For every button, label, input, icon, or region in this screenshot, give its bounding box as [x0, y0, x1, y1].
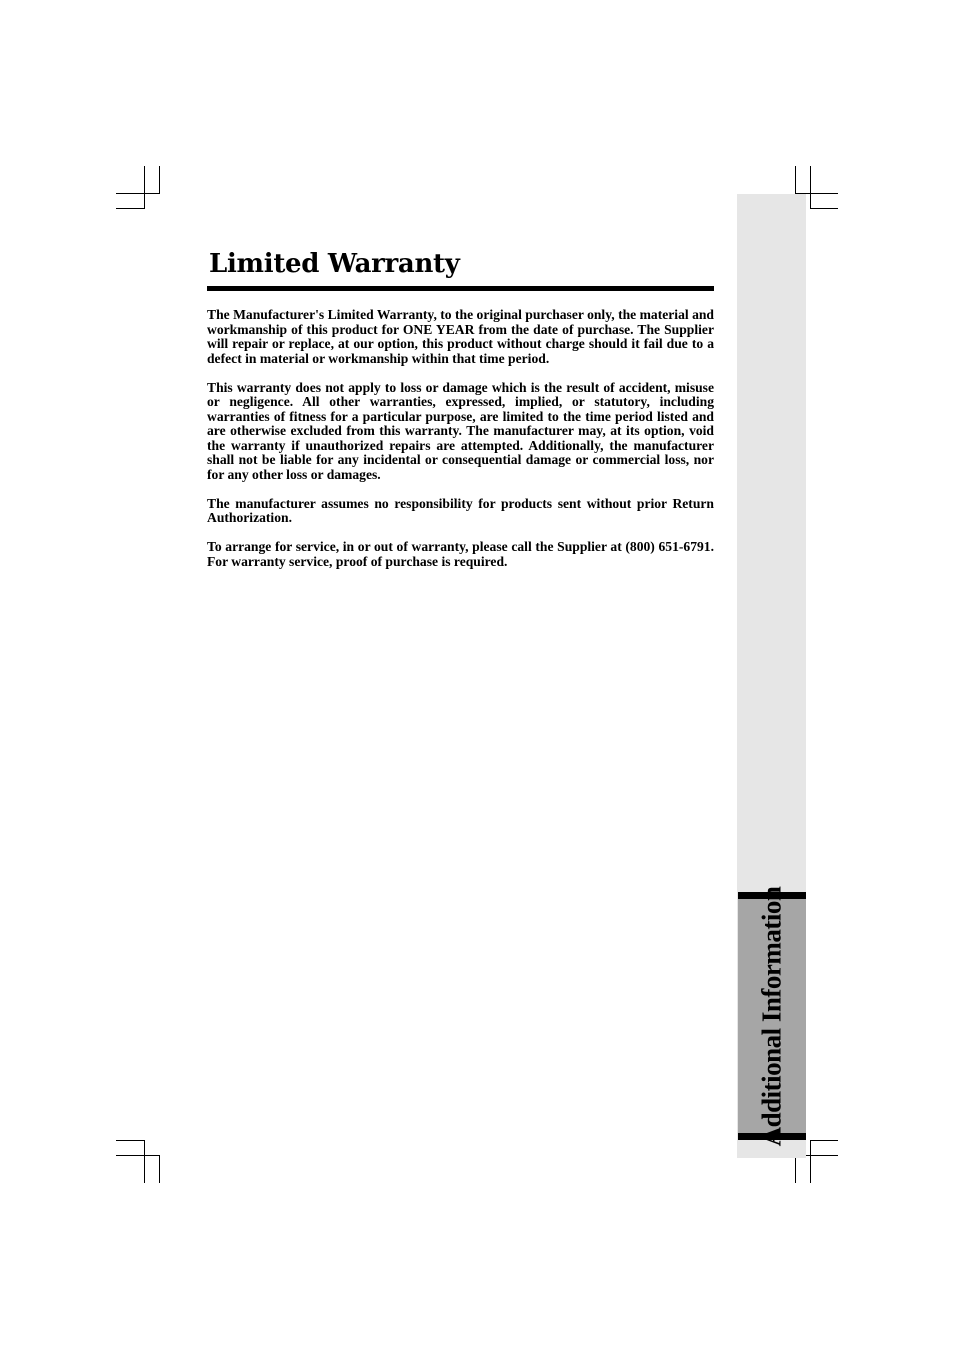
crop-mark [795, 166, 796, 194]
paragraph: The Manufacturer's Limited Warranty, to the original purchaser only, the material and workmanship of this product for ONE YEAR from the date of purchase. The Supplier will repair or replace, at our option, this product without charge should it fail due to a defect in material or workmanship within that time period. [207, 307, 714, 366]
crop-mark [810, 208, 838, 209]
page-title: Limited Warranty [209, 249, 460, 279]
paragraph: The manufacturer assumes no responsibility for products sent without prior Return Authorization. [207, 495, 714, 525]
crop-mark [144, 1140, 145, 1183]
section-tab [738, 886, 806, 1146]
crop-mark [159, 166, 160, 194]
crop-mark [116, 193, 160, 194]
paragraph: This warranty does not apply to loss or damage which is the result of accident, misuse or negligence. All other warranties, expressed, implied, or statutory, including warranties of fitness for a particular purpose, are limited to the time period listed and are otherwise excluded from this warranty. The manufacturer may, at its option, void the warranty if unauthorized repairs are attempted. Additionally, the manufacturer shall not be liable for any incidental or consequential damage or commercial loss, nor for any other loss or damages. [207, 379, 714, 482]
crop-mark [810, 166, 811, 209]
warranty-body [207, 308, 714, 584]
crop-mark [116, 208, 145, 209]
section-tab-label: Additional Information [756, 886, 787, 1146]
crop-mark [795, 1155, 796, 1183]
crop-mark [116, 1140, 145, 1141]
title-underline [207, 286, 714, 291]
crop-mark [810, 1140, 838, 1141]
crop-mark [116, 1155, 160, 1156]
paragraph: To arrange for service, in or out of warranty, please call the Supplier at (800) 651-6791. For warranty service, proof of purchase is required. [207, 539, 714, 569]
crop-mark [159, 1155, 160, 1183]
crop-mark [144, 166, 145, 209]
crop-mark [810, 1140, 811, 1183]
